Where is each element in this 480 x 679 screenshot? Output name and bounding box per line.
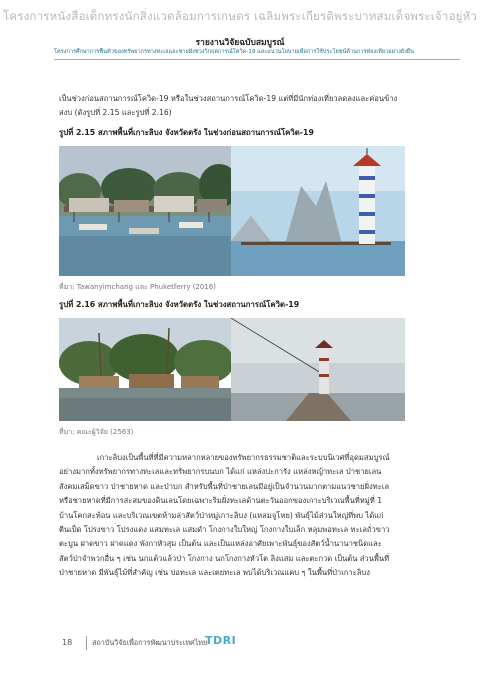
text-line: บ้านโคกสะท้อน และบริเวณเขตห้ามล่าสัตว์ป่าหมู่เกาะลิบง (แหลมจูโหย) พันธุ์ไม้ส่วนใหญ่ที่พบ ได้แก่: [59, 510, 384, 520]
header-divider: [54, 59, 460, 60]
footer-institute: สถาบันวิจัยเพื่อการพัฒนาประเทศไทย: [92, 638, 208, 647]
intro-paragraph: [59, 92, 409, 121]
photo-stilt-village: [59, 146, 231, 276]
text-line: ป่าชายหาด มีพันธุ์ไม้ที่สำคัญ เช่น ปอทะเล และเตยทะเล พบได้บริเวณแคบ ๆ ในพื้นที่ป่าเกาะลิบง: [59, 568, 370, 578]
figure-caption: รูปที่ 2.16 สภาพพื้นที่เกาะลิบง จังหวัดตรัง ในช่วงสถานการณ์โควิด-19: [59, 300, 300, 309]
report-label: รายงานวิจัยฉบับสมบูรณ์: [195, 38, 285, 48]
text-line: หรือชายหาดที่มีการสะสมของดินเลนโดยเฉพาะริมฝั่งทะเลด้านตะวันออกของเกาะบริเวณพื้นที่หมู่ที่ 1: [59, 496, 383, 506]
page-number: 18: [62, 638, 73, 647]
tdri-logo: TDRI: [205, 634, 237, 647]
figure-source: ที่มา: Tawanyimchang และ Phuketferry (2016): [59, 283, 216, 291]
figure-source: ที่มา: คณะผู้วิจัย (2563): [59, 428, 134, 436]
text-line: อย่างมากทั้งทรัพยากรทางทะเลและทรัพยากรบนบก ได้แก่ แหล่งปะการัง แหล่งหญ้าทะเล ป่าชายเลน: [59, 467, 382, 477]
body-paragraph: [59, 451, 409, 581]
photo-pier-tower: [231, 318, 405, 421]
project-title: โครงการศึกษาการฟื้นตัวของทรัพยากรทางทะเลและชายฝั่งช่วงวิกฤตการณ์โควิด-19 และแนวนโยบายเพื่อการใช้ประโยชน์ด้านการท่องเที่ยวอย่างยั่งยืน: [54, 49, 414, 55]
text-line: ตะบูน ฝาดขาว ฝาดแดง พังกาหัวสุม เป็นต้น และเป็นแหล่งอาศัยเพาะพันธุ์ของสัตว์น้ำนานาชนิดและ: [59, 539, 382, 549]
text-line: สังคมเสม็ดขาว ป่าชายหาด และป่าบก สำหรับพื้นที่ป่าชายเลนมีอยู่เป็นจำนวนมากตามแนวชายฝั่งทะเล: [59, 481, 389, 491]
text-line: เป็นช่วงก่อนสถานการณ์โควิด-19 หรือในช่วงสถานการณ์โควิด-19 แต่ที่มีนักท่องเที่ยวลดลงและค่อนข้าง: [59, 94, 398, 103]
footer-divider: [86, 636, 87, 650]
text-line: ตีนเป็ด โปรงขาว โปรงแดง แสมทะเล แสมดำ โกงกางใบใหญ่ โกงกางใบเล็ก หลุมพอทะเล ทะเลถั่วขาว: [59, 525, 390, 535]
text-line: สงบ (ดังรูปที่ 2.15 และรูปที่ 2.16): [59, 108, 172, 118]
photo-lighthouse-tower: [231, 146, 405, 276]
text-line: เกาะลิบงเป็นพื้นที่ที่มีความหลากหลายของทรัพยากรธรรมชาติและระบบนิเวศที่อุดมสมบูรณ์: [97, 453, 390, 462]
running-header: โครงการหนังสือเด็กทรงนักสิ่งแวดล้อมการเกษตร เฉลิมพระเกียรติพระบาทสมเด็จพระเจ้าอยู่หัว: [2, 9, 478, 23]
photo-palm-village: [59, 318, 231, 421]
figure-caption: รูปที่ 2.15 สภาพพื้นที่เกาะลิบง จังหวัดตรัง ในช่วงก่อนสถานการณ์โควิด-19: [59, 128, 314, 137]
text-line: สัตว์ป่าจำพวกอื่น ๆ เช่น นกแต้วแล้วป่า โกงกาง นกโกงกางหัวโต ลิงแสม และตะกวด เป็นต้น ส่วนพื้นที่: [59, 553, 390, 563]
